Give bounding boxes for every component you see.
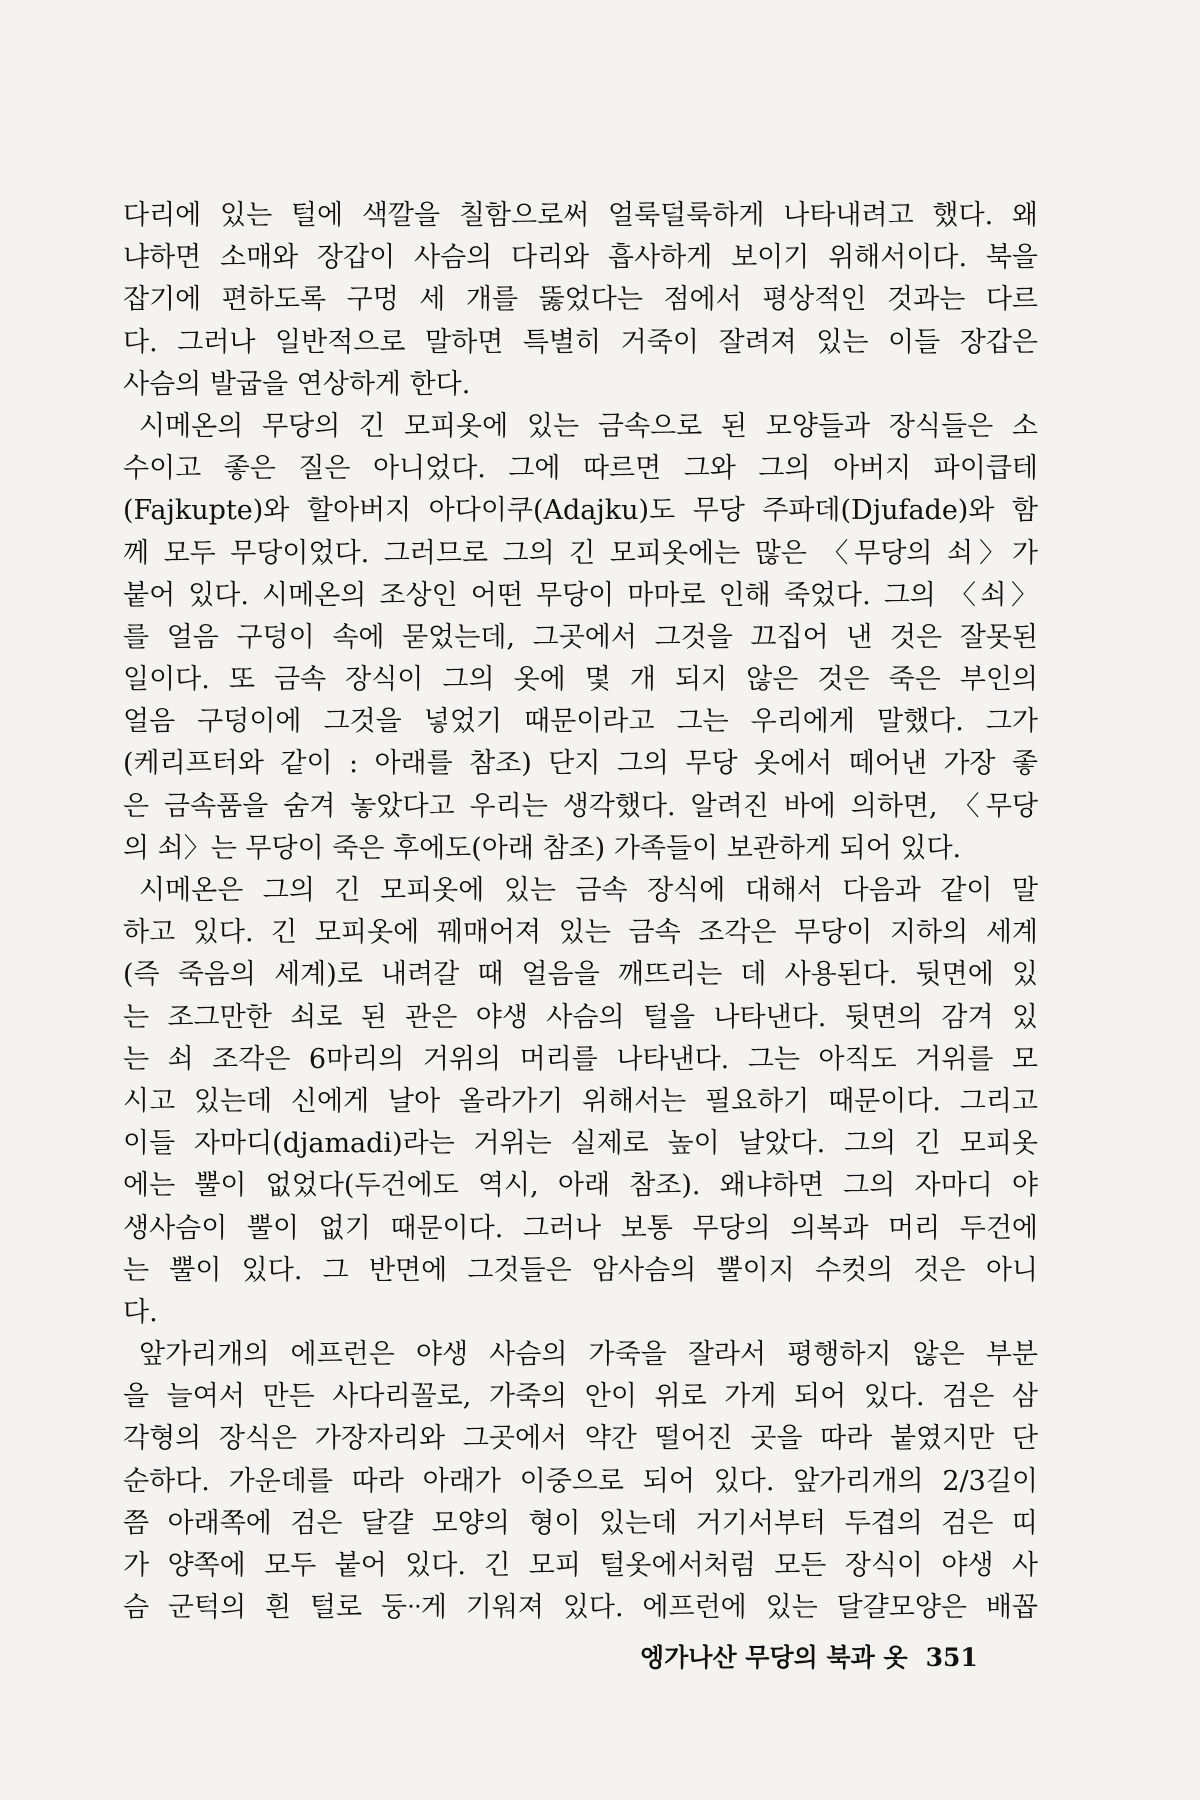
text-line: 이들 자마디(djamadi)라는 거위는 실제로 높이 날았다. 그의 긴 모피옷: [123, 1128, 1038, 1160]
text-line: 순하다. 가운데를 따라 아래가 이중으로 되어 있다. 앞가리개의 2/3길이: [123, 1465, 1038, 1497]
text-line: 슴 군턱의 흰 털로 둥ᐧᐧ게 기워져 있다. 에프런에 있는 달걀모양은 배꼽: [123, 1592, 1038, 1624]
running-title: 엥가나산 무당의 북과 옷: [640, 1643, 908, 1672]
text-line: 가 양쪽에 모두 붙어 있다. 긴 모피 털옷에서처럼 모든 장식이 야생 사: [123, 1550, 1038, 1581]
text-line: 에는 뿔이 없었다(두건에도 역시, 아래 참조). 왜냐하면 그의 자마디 야: [123, 1170, 1038, 1202]
text-line: 잡기에 편하도록 구멍 세 개를 뚫었다는 점에서 평상적인 것과는 다르: [123, 284, 1038, 316]
text-line: 께 모두 무당이었다. 그러므로 그의 긴 모피옷에는 많은 〈무당의 쇠〉가: [123, 537, 1038, 569]
text-line: 다. 그러나 일반적으로 말하면 특별히 거죽이 잘려져 있는 이들 장갑은: [123, 326, 1038, 358]
text-line: (즉 죽음의 세계)로 내려갈 때 얼음을 깨뜨리는 데 사용된다. 뒷면에 있: [123, 959, 1038, 991]
page-footer: [640, 1638, 1040, 1674]
text-line: 각형의 장식은 가장자리와 그곳에서 약간 떨어진 곳을 따라 붙였지만 단: [123, 1423, 1038, 1455]
text-line: 은 금속품을 숨겨 놓았다고 우리는 생각했다. 알려진 바에 의하면, 〈무당: [123, 790, 1038, 822]
text-line: 다리에 있는 털에 색깔을 칠함으로써 얼룩덜룩하게 나타내려고 했다. 왜: [123, 200, 1038, 231]
text-line: 의 쇠〉는 무당이 죽은 후에도(아래 참조) 가족들이 보관하게 되어 있다.: [123, 832, 962, 864]
text-line: 하고 있다. 긴 모피옷에 꿰매어져 있는 금속 조각은 무당이 지하의 세계: [123, 917, 1038, 949]
text-line: 시고 있는데 신에게 날아 올라가기 위해서는 필요하기 때문이다. 그리고: [123, 1085, 1038, 1117]
text-line: 생사슴이 뿔이 없기 때문이다. 그러나 보통 무당의 의복과 머리 두건에: [123, 1212, 1038, 1244]
text-line: 일이다. 또 금속 장식이 그의 옷에 몇 개 되지 않은 것은 죽은 부인의: [123, 664, 1038, 696]
text-line: 앞가리개의 에프런은 야생 사슴의 가죽을 잘라서 평행하지 않은 부분: [139, 1339, 1038, 1371]
text-line: 사슴의 발굽을 연상하게 한다.: [123, 368, 471, 400]
text-line: (Fajkupte)와 할아버지 아다이쿠(Adajku)도 무당 주파데(Djufade)와 함: [123, 495, 1038, 527]
body-text: [123, 195, 1038, 1629]
text-line: 시메온은 그의 긴 모피옷에 있는 금속 장식에 대해서 다음과 같이 말: [139, 875, 1038, 906]
text-line: 는 조그만한 쇠로 된 관은 야생 사슴의 털을 나타낸다. 뒷면의 감겨 있: [123, 1001, 1038, 1033]
text-line: 는 쇠 조각은 6마리의 거위의 머리를 나타낸다. 그는 아직도 거위를 모: [123, 1043, 1038, 1075]
text-line: (케리프터와 같이 : 아래를 참조) 단지 그의 무당 옷에서 떼어낸 가장 좋: [123, 748, 1038, 780]
text-line: 수이고 좋은 질은 아니었다. 그에 따르면 그와 그의 아버지 파이큽테: [123, 453, 1038, 485]
text-line: 시메온의 무당의 긴 모피옷에 있는 금속으로 된 모양들과 장식들은 소: [139, 410, 1038, 442]
text-line: 쯤 아래쪽에 검은 달걀 모양의 형이 있는데 거기서부터 두겹의 검은 띠: [123, 1507, 1038, 1539]
page-number: 351: [925, 1643, 978, 1672]
text-line: 는 뿔이 있다. 그 반면에 그것들은 암사슴의 뿔이지 수컷의 것은 아니: [123, 1254, 1038, 1286]
text-line: 붙어 있다. 시메온의 조상인 어떤 무당이 마마로 인해 죽었다. 그의 〈쇠〉: [123, 579, 1038, 611]
text-line: 다.: [123, 1296, 158, 1328]
text-line: 냐하면 소매와 장갑이 사슴의 다리와 흡사하게 보이기 위해서이다. 북을: [123, 242, 1038, 274]
text-line: 를 얼음 구덩이 속에 묻었는데, 그곳에서 그것을 끄집어 낸 것은 잘못된: [123, 621, 1038, 653]
text-line: 을 늘여서 만든 사다리꼴로, 가죽의 안이 위로 가게 되어 있다. 검은 삼: [123, 1381, 1038, 1413]
text-line: 얼음 구덩이에 그것을 넣었기 때문이라고 그는 우리에게 말했다. 그가: [123, 706, 1038, 738]
